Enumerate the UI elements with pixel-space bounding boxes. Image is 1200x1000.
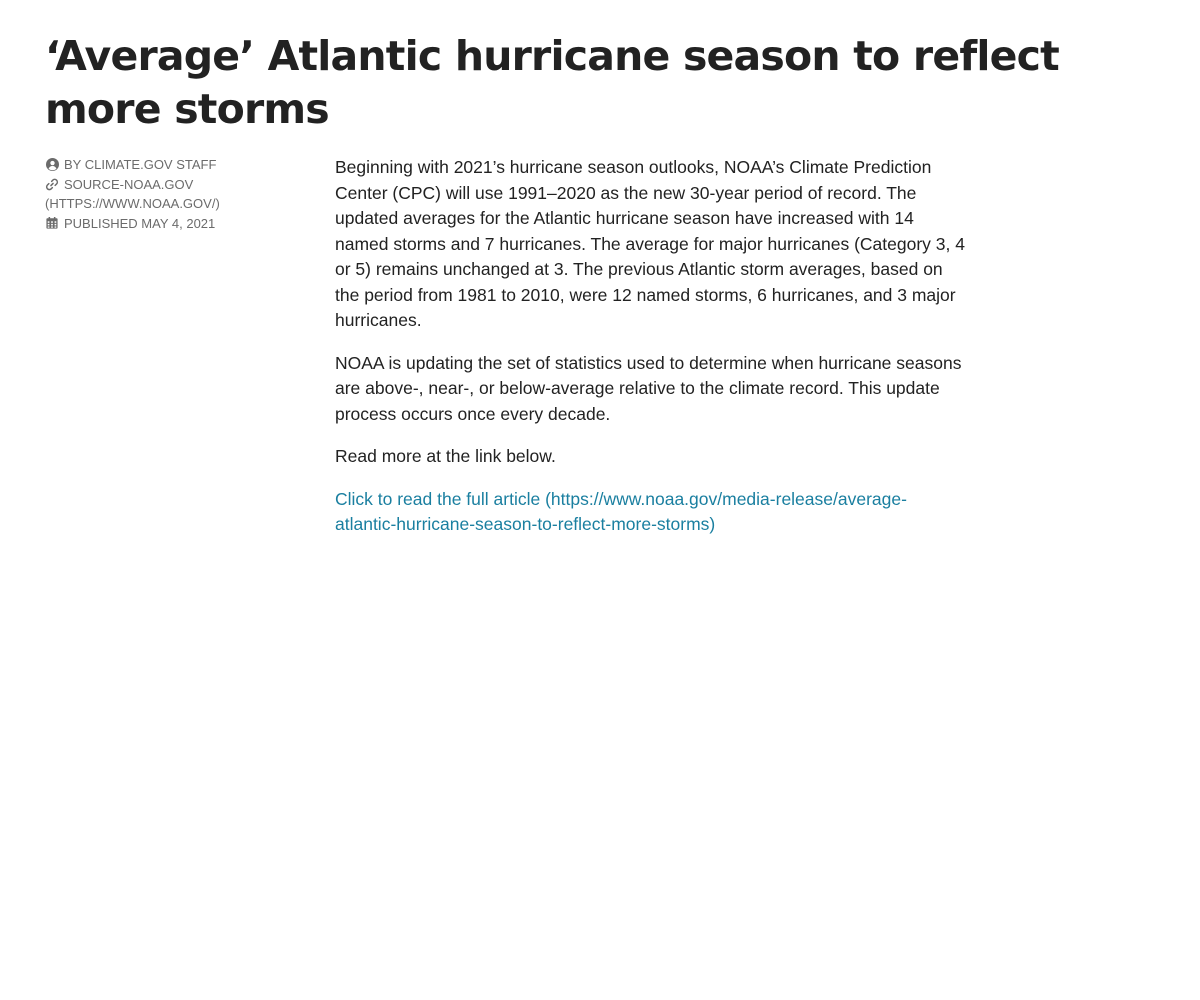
calendar-icon: [45, 214, 59, 233]
author-byline: BY CLIMATE.GOV STAFF: [64, 157, 217, 172]
source-link[interactable]: SOURCE-NOAA.GOV: [64, 176, 194, 192]
link-icon: [45, 175, 59, 194]
article-meta: [45, 155, 285, 233]
source-url-link[interactable]: (HTTPS://WWW.NOAA.GOV/): [45, 196, 220, 211]
source-row[interactable]: [45, 175, 285, 214]
full-article-paragraph: [335, 487, 965, 538]
published-date: PUBLISHED MAY 4, 2021: [64, 215, 216, 231]
article-paragraph: NOAA is updating the set of statistics used to determine when hurricane seasons are above-, near-, or below-average relative to the climate record. This update process occurs once every decade.: [335, 352, 962, 424]
user-circle-icon: [45, 155, 59, 174]
article-body: [335, 155, 965, 555]
page-title: ‘Average’ Atlantic hurricane season to reflect more storms: [45, 32, 1059, 133]
full-article-link[interactable]: Click to read the full article (https://www.noaa.gov/media-release/average-atlantic-hurricane-season-to-reflect-more-storms): [335, 488, 907, 534]
published-row: [45, 214, 285, 234]
article-paragraph: Read more at the link below.: [335, 446, 556, 466]
author-row: [45, 155, 285, 175]
article-paragraph: Beginning with 2021’s hurricane season outlooks, NOAA’s Climate Prediction Center (CPC) will use 1991–2020 as the new 30-year period of record. The updated averages for the Atlantic hurricane season have increased with 14 named storms and 7 hurricanes. The average for major hurricanes (Category 3, 4 or 5) remains unchanged at 3. The previous Atlantic storm averages, based on the period from 1981 to 2010, were 12 named storms, 6 hurricanes, and 3 major hurricanes.: [335, 157, 965, 330]
